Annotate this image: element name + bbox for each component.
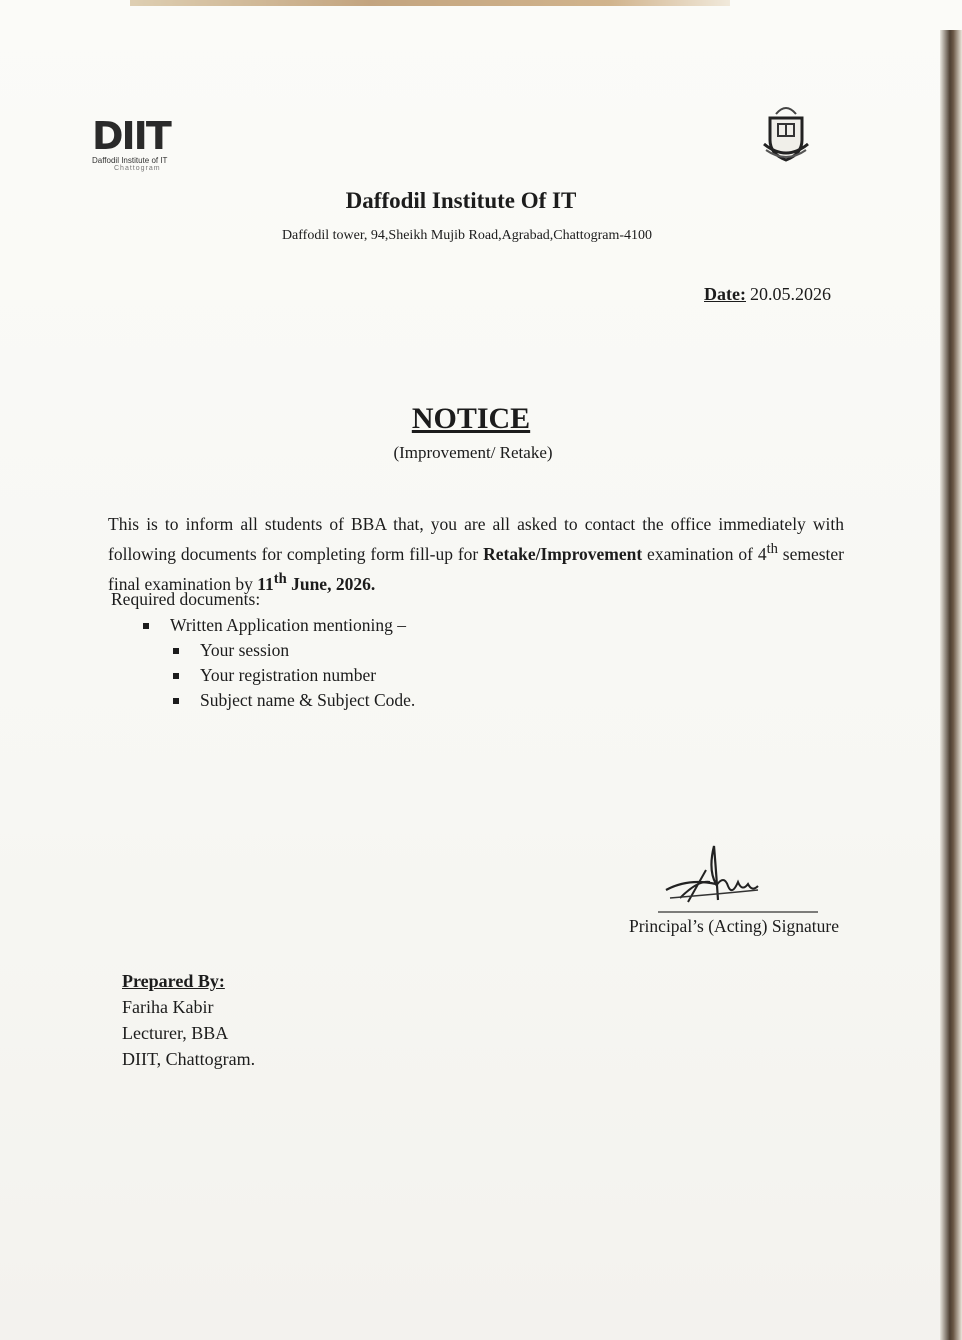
diit-logo <box>92 116 192 178</box>
paper-right-edge <box>940 30 962 1340</box>
notice-subtitle: (Improvement/ Retake) <box>393 443 553 462</box>
body-text-1: This is to inform all students of BBA that, you are all asked to contact the office immediately with following documents for completing form fill-up for <box>108 514 844 564</box>
institute-address: Daffodil tower, 94,Sheikh Mujib Road,Agrabad,Chattogram-4100 <box>281 228 653 243</box>
principal-signature <box>658 840 818 916</box>
deadline-rest: June, 2026. <box>286 573 376 594</box>
preparer-designation: Lecturer, BBA <box>122 1023 229 1043</box>
list-item: Your registration number <box>200 663 415 688</box>
required-documents-label: Required documents: <box>111 589 261 609</box>
paper-top-edge <box>130 0 730 6</box>
deadline-day: 11 <box>257 573 274 594</box>
signature-caption: Principal’s (Acting) Signature <box>629 916 839 936</box>
notice-title: NOTICE <box>411 402 531 435</box>
institute-name: Daffodil Institute Of IT <box>345 188 577 213</box>
body-text-2: examination of <box>642 543 758 564</box>
deadline-date <box>257 570 376 594</box>
notice-body <box>108 512 844 597</box>
prepared-by-label: Prepared By: <box>122 971 225 991</box>
logo-mark: DIIT <box>92 114 170 158</box>
preparer-name: Fariha Kabir <box>122 997 214 1017</box>
body-text-3: semester final examination by <box>108 543 844 594</box>
semester-suffix: th <box>766 541 778 557</box>
university-crest-icon <box>758 100 814 166</box>
semester-number: 4 <box>757 543 767 564</box>
required-documents-list <box>170 613 406 638</box>
list-item: Your session <box>200 638 415 663</box>
list-item: Written Application mentioning – <box>170 613 406 638</box>
logo-name: Daffodil Institute of IT <box>92 156 168 165</box>
deadline-suffix: th <box>273 570 287 587</box>
application-details-list <box>200 638 415 713</box>
logo-city: Chattogram <box>114 165 161 172</box>
date-line <box>704 284 831 305</box>
body-highlight: Retake/Improvement <box>483 543 643 564</box>
prepared-by-block <box>122 968 255 1072</box>
date-label: Date: <box>704 284 746 304</box>
list-item: Subject name & Subject Code. <box>200 688 415 713</box>
date-value: 20.05.2026 <box>749 284 831 304</box>
preparer-institution: DIIT, Chattogram. <box>122 1049 256 1069</box>
